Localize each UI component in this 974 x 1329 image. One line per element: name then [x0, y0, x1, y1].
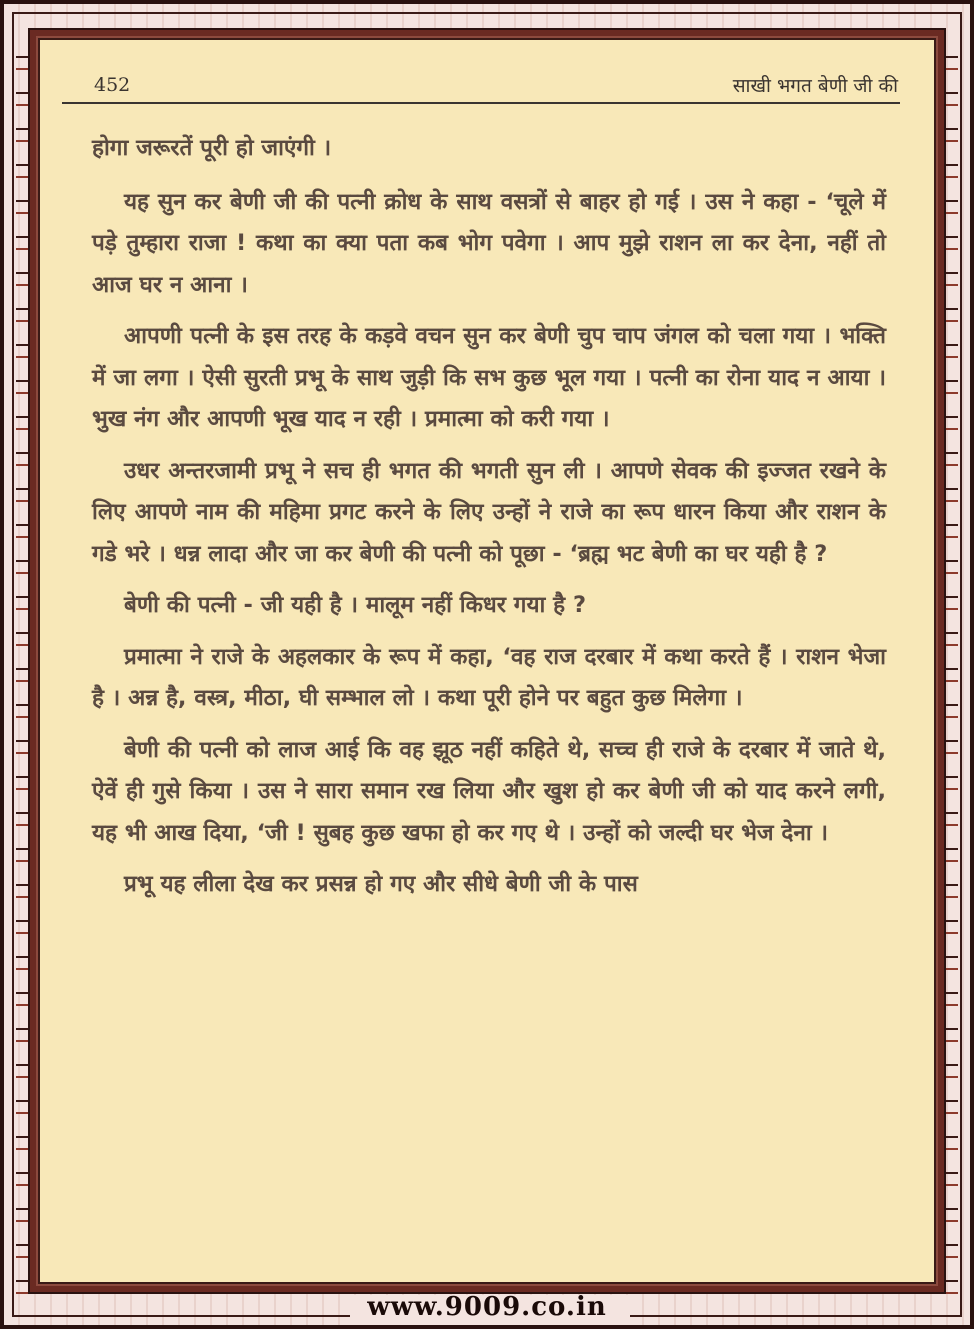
paragraph-2: यह सुन कर बेणी जी की पत्नी क्रोध के साथ वसत्रों से बाहर हो गई । उस ने कहा - ‘चूले में पड़े तुम्हारा राजा ! कथा का क्या पता कब भोग पवेगा । आप मुझे राशन ला कर देना, नहीं तो आज घर न आना । [92, 188, 886, 298]
page-header [62, 68, 900, 104]
paragraph-3: आपणी पत्नी के इस तरह के कड़वे वचन सुन कर बेणी चुप चाप जंगल को चला गया । भक्ति में जा लगा । ऐसी सुरती प्रभू के साथ जुड़ी कि सभ कुछ भूल गया । पत्नी का रोना याद न आया । भुख नंग और आपणी भूख याद न रही । प्रमात्मा को करी गया । [92, 323, 886, 432]
paragraph-8: प्रभू यह लीला देख कर प्रसन्न हो गए और सीधे बेणी जी के पास [124, 871, 638, 897]
page-number: 452 [94, 74, 131, 96]
paragraph-4: उधर अन्तरजामी प्रभू ने सच ही भगत की भगती सुन ली । आपणे सेवक की इज्जत रखने के लिए आपणे नाम की महिमा प्रगट करने के लिए उन्हों ने राजे का रूप धारन किया और राशन के गडे भरे । धन्न लादा और जा कर बेणी की पत्नी को पूछा - ‘ब्रह्म भट बेणी का घर यही है ? [92, 457, 886, 567]
body-text [92, 128, 886, 916]
website-url: www.9009.co.in [367, 1292, 607, 1322]
paragraph-1: होगा जरूरतें पूरी हो जाएंगी । [92, 135, 332, 161]
paragraph-7: बेणी की पत्नी को लाज आई कि वह झूठ नहीं कहिते थे, सच्च ही राजे के दरबार में जाते थे, ऐवें ही गुसे किया । उस ने सारा समान रख लिया और खुश हो कर बेणी जी को याद करने लगी, यह भी आख दिया, ‘जी ! सुबह कुछ खफा हो कर गए थे । उन्हों को जल्दी घर भेज देना । [92, 736, 886, 846]
scanned-page [38, 38, 936, 1284]
running-title: साखी भगत बेणी जी की [732, 75, 898, 97]
paragraph-6: प्रमात्मा ने राजे के अहलकार के रूप में कहा, ‘वह राज दरबार में कथा करते हैं । राशन भेजा है । अन्न है, वस्त्र, मीठा, घी सम्भाल लो । कथा पूरी होने पर बहुत कुछ मिलेगा । [92, 643, 886, 711]
paragraph-5: बेणी की पत्नी - जी यही है । मालूम नहीं किधर गया है ? [124, 592, 586, 618]
